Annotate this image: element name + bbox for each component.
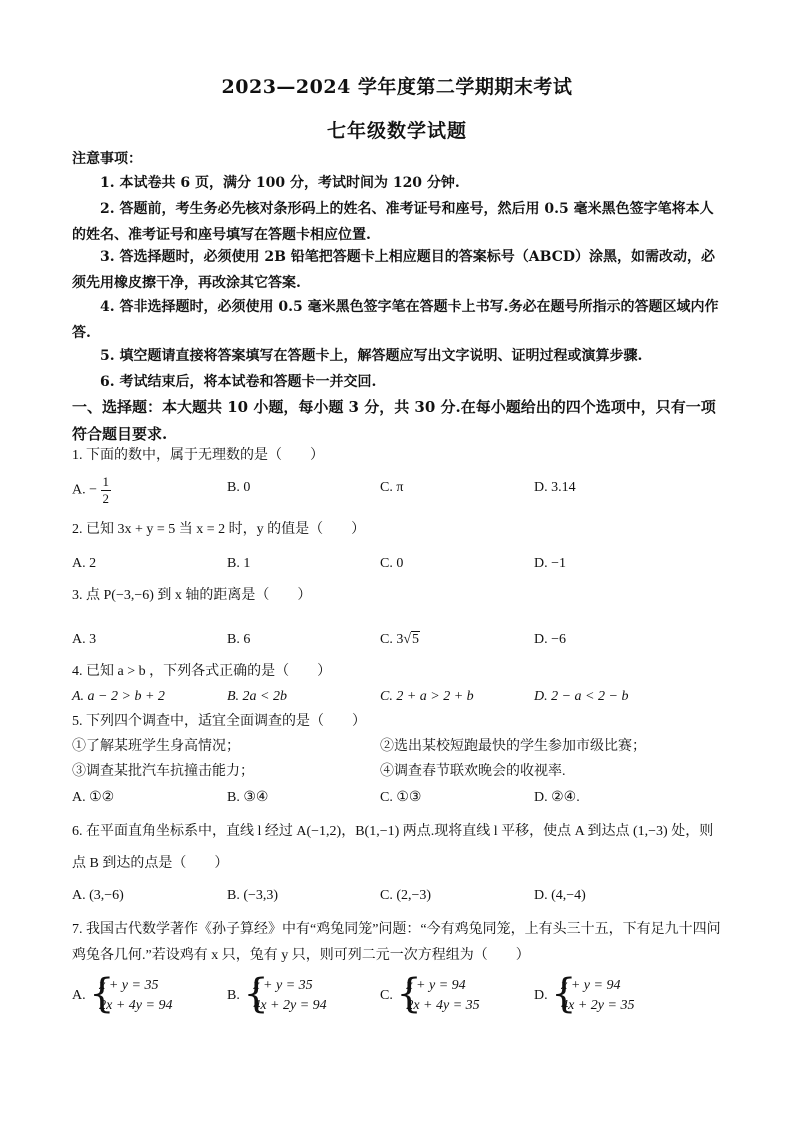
brace-icon: { bbox=[243, 971, 269, 1017]
option-b: B. 2a < 2b bbox=[227, 689, 287, 704]
question-5-stem: 5. 下列四个调查中，适宜全面调查的是（ ） bbox=[72, 714, 366, 729]
question-4-stem: 4. 已知 a > b ，下列各式正确的是（ ） bbox=[72, 664, 332, 679]
option-a-prefix: A. − bbox=[72, 482, 98, 498]
question-6-options bbox=[72, 882, 727, 910]
option-b: B. (−3,3) bbox=[227, 888, 279, 903]
question-6-stem: 6. 在平面直角坐标系中，直线 l 经过 A(−1,2)，B(1,−1) 两点.现将直线 l 平移，使点 A 到达点 (1,−3) 处，则点 B 到达的点是（ ） bbox=[72, 824, 714, 871]
sqrt-icon: √ bbox=[403, 632, 412, 647]
equation-system bbox=[89, 971, 173, 1017]
question-3-options bbox=[72, 626, 727, 654]
equation-line: x + y = 35 bbox=[253, 978, 313, 993]
option-a bbox=[72, 971, 173, 1017]
option-c bbox=[380, 626, 420, 654]
option-b: B. 6 bbox=[227, 632, 251, 647]
radicand: 5 bbox=[412, 632, 420, 647]
option-d: D. 3.14 bbox=[534, 480, 576, 495]
statement-3: ③调查某批汽车抗撞击能力； bbox=[72, 764, 254, 779]
option-c-label: C. bbox=[380, 988, 393, 1004]
option-a-label: A. bbox=[72, 988, 86, 1004]
question-5-statements-row2 bbox=[72, 760, 727, 784]
option-c bbox=[380, 971, 480, 1017]
equation-line: x + y = 94 bbox=[561, 978, 621, 993]
question-3-stem: 3. 点 P(−3,−6) 到 x 轴的距离是（ ） bbox=[72, 588, 312, 603]
exam-subtitle: 七年级数学试题 bbox=[326, 120, 467, 142]
equation-line: 4x + 2y = 94 bbox=[253, 998, 327, 1013]
option-b: B. ③④ bbox=[227, 790, 269, 805]
fraction-denominator: 2 bbox=[102, 491, 110, 506]
note-item-5: 5. 填空题请直接将答案填写在答题卡上，解答题应写出文字说明、证明过程或演算步骤. bbox=[100, 348, 643, 364]
equation-system bbox=[396, 971, 480, 1017]
option-d bbox=[534, 971, 635, 1017]
fraction bbox=[101, 474, 112, 507]
option-a bbox=[72, 474, 111, 507]
option-c: C. 0 bbox=[380, 556, 404, 571]
question-7-stem: 7. 我国古代数学著作《孙子算经》中有“鸡兔同笼”问题：“今有鸡兔同笼，上有头三十五，下有足九十四问鸡兔各几何.”若设鸡有 x 只，兔有 y 只，则可列二元一次方程组为（ ） bbox=[72, 922, 721, 963]
option-d: D. −1 bbox=[534, 556, 567, 571]
option-c: C. ①③ bbox=[380, 790, 422, 805]
notes-heading: 注意事项： bbox=[72, 151, 142, 167]
brace-icon: { bbox=[89, 971, 115, 1017]
section-choice-heading: 一、选择题：本大题共 10 小题，每小题 3 分，共 30 分.在每小题给出的四个选项中，只有一项符合题目要求. bbox=[72, 398, 716, 443]
option-b-label: B. bbox=[227, 988, 240, 1004]
equation-line: 4x + 2y = 35 bbox=[561, 998, 635, 1013]
statement-4: ④调查春节联欢晚会的收视率. bbox=[380, 764, 566, 779]
exam-title: 2023—2024 学年度第二学期期末考试 bbox=[221, 76, 573, 98]
brace-icon: { bbox=[551, 971, 577, 1017]
option-c: C. π bbox=[380, 480, 404, 495]
question-4-options bbox=[72, 683, 727, 711]
option-b bbox=[227, 971, 327, 1017]
question-1-stem: 1. 下面的数中，属于无理数的是（ ） bbox=[72, 448, 324, 463]
equation-system bbox=[243, 971, 327, 1017]
question-2-stem: 2. 已知 3x + y = 5 当 x = 2 时，y 的值是（ ） bbox=[72, 522, 366, 537]
equation-system bbox=[551, 971, 635, 1017]
option-d: D. 2 − a < 2 − b bbox=[534, 689, 629, 704]
question-5-statements-row1 bbox=[72, 735, 727, 759]
option-d-label: D. bbox=[534, 988, 548, 1004]
note-item-6: 6. 考试结束后，将本试卷和答题卡一并交回. bbox=[100, 374, 377, 390]
option-a: A. (3,−6) bbox=[72, 888, 124, 903]
fraction-numerator: 1 bbox=[102, 474, 110, 489]
option-c: C. (2,−3) bbox=[380, 888, 432, 903]
note-item-1: 1. 本试卷共 6 页，满分 100 分，考试时间为 120 分钟. bbox=[100, 175, 460, 191]
statement-1: ①了解某班学生身高情况； bbox=[72, 739, 240, 754]
option-a: A. ①② bbox=[72, 790, 115, 805]
option-d: D. −6 bbox=[534, 632, 567, 647]
option-c-prefix: C. 3 bbox=[380, 632, 404, 647]
equation-line: x + y = 35 bbox=[99, 978, 159, 993]
equation-line: 2x + 4y = 35 bbox=[406, 998, 480, 1013]
option-a: A. a − 2 > b + 2 bbox=[72, 689, 165, 704]
question-5-options bbox=[72, 784, 727, 812]
equation-line: x + y = 94 bbox=[406, 978, 466, 993]
statement-2: ②选出某校短跑最快的学生参加市级比赛； bbox=[380, 739, 646, 754]
question-7-options bbox=[72, 971, 727, 1022]
note-item-4: 4. 答非选择题时，必须使用 0.5 毫米黑色签字笔在答题卡上书写.务必在题号所指示的答题区域内作答. bbox=[72, 299, 719, 341]
option-c: C. 2 + a > 2 + b bbox=[380, 689, 474, 704]
note-item-2: 2. 答题前，考生务必先核对条形码上的姓名、准考证号和座号，然后用 0.5 毫米黑色签字笔将本人的姓名、准考证号和座号填写在答题卡相应位置. bbox=[72, 201, 714, 243]
option-d: D. (4,−4) bbox=[534, 888, 586, 903]
option-d: D. ②④. bbox=[534, 790, 580, 805]
note-item-3: 3. 答选择题时，必须使用 2B 铅笔把答题卡上相应题目的答案标号（ABCD）涂黑，如需改动，必须先用橡皮擦干净，再改涂其它答案. bbox=[72, 249, 716, 291]
equation-line: 2x + 4y = 94 bbox=[99, 998, 173, 1013]
option-b: B. 0 bbox=[227, 480, 251, 495]
option-b: B. 1 bbox=[227, 556, 251, 571]
brace-icon: { bbox=[396, 971, 422, 1017]
question-1-options bbox=[72, 474, 727, 506]
option-a: A. 3 bbox=[72, 632, 97, 647]
option-a: A. 2 bbox=[72, 556, 97, 571]
question-2-options bbox=[72, 550, 727, 578]
